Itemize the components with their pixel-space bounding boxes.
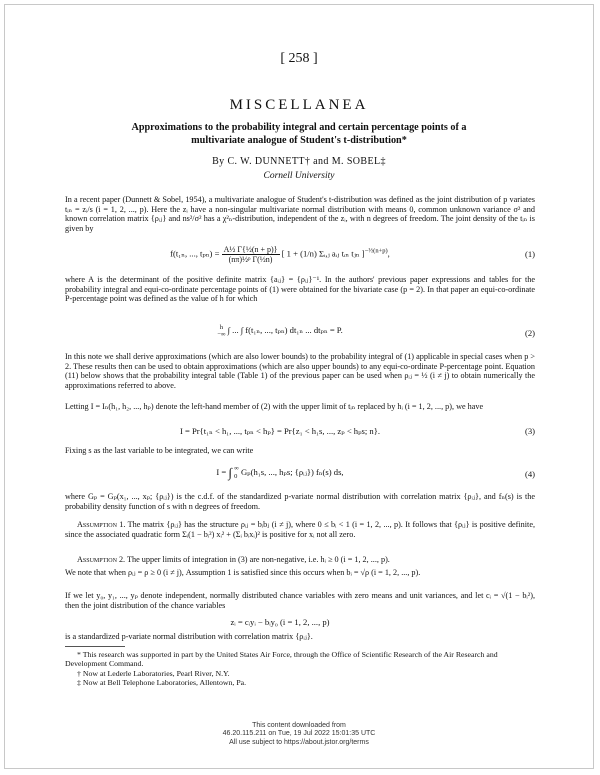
eq1-number: (1) — [524, 249, 535, 259]
equation-3 — [65, 426, 535, 440]
eq3-body: I = Pr{t₁ₙ < h₁, ..., tₚₙ < hₚ} = Pr{z₁ < h₁s, ..., zₚ < hₚs; n}. — [179, 426, 380, 436]
assumption-1-label: Assumption 1. — [77, 520, 126, 529]
footnote-funding: * This research was supported in part by the United States Air Force, through the Office of Scientific Research of the Air Research and Development Command. — [65, 650, 498, 669]
article-title: Approximations to the probability integral and certain percentage points of a multivariate analogue of Student's t-distribution* — [131, 122, 467, 146]
eq5-body: zᵢ = cᵢyᵢ − bᵢy₀ (i = 1, 2, ..., p) — [230, 617, 330, 627]
assumption-2-label: Assumption 2. — [77, 555, 126, 564]
eq2-body: ∫ ... ∫ f(t₁ₙ, ..., tₚₙ) dt₁ₙ ... dtₚₙ = P. — [227, 324, 343, 335]
paragraph-definitions: where A is the determinant of the positive definite matrix {aᵢⱼ} = {ρᵢⱼ}⁻¹. In the authors' previous paper expressions and tables for the probability integral and equi-co-ordinate percentage points of (1) were obtained for the bivariate case (p = 2). In that paper an equi-co-ordinate P-percentage point was defined as the value of h for which — [65, 275, 535, 304]
eq2-upper-limit: h — [219, 324, 223, 331]
eq1-tail: , — [387, 248, 390, 259]
integral-sign: ∫ — [228, 465, 232, 480]
affiliation: Cornell University — [263, 171, 335, 181]
eq1-lhs: f(t₁ₙ, ..., tₚₙ) = — [170, 248, 222, 259]
equation-4 — [65, 461, 535, 489]
paragraph-note: We note that when ρᵢⱼ = ρ ≥ 0 (i ≠ j), Assumption 1 is satisfied since this occurs when bᵢ = √ρ (i = 1, 2, ..., p). — [65, 568, 421, 577]
eq1-denominator: (nπ)½ᵖ Γ(½n) — [228, 255, 273, 264]
eq1-bracket: [ 1 + (1/n) Σᵢ,ⱼ aᵢⱼ tᵢₙ tⱼₙ ] — [281, 248, 365, 259]
equation-2 — [65, 321, 535, 347]
eq3-number: (3) — [524, 426, 535, 436]
assumption-1-text: The matrix {ρᵢⱼ} has the structure ρᵢⱼ = bᵢbⱼ (i ≠ j), where 0 ≤ bᵢ < 1 (i = 1, 2, ..., p). It follows that {ρᵢⱼ} is positive definite, since the associated quadratic form Σᵢ(1 − bᵢ²) xᵢ² + (Σᵢ bᵢxᵢ)² is positive for xᵢ not all zero. — [65, 520, 536, 539]
assumption-2 — [65, 555, 535, 565]
paragraph-if-we-let: If we let y₀, y₁, ..., yₚ denote independent, normally distributed chance variables with zero means and unit variances, and let cᵢ = √(1 − bᵢ²), then the joint distribution of the chance variables — [65, 591, 535, 610]
paragraph-where: where Gₚ = Gₚ(x₁, ..., xₚ; {ρᵢⱼ}) is the c.d.f. of the standardized p-variate normal distribution with correlation matrix {ρᵢⱼ}, and fₙ(s) is the probability density function of s with n degrees of freedom. — [65, 492, 535, 511]
paragraph-intro: In a recent paper (Dunnett & Sobel, 1954), a multivariate analogue of Student's t-distribution was defined as the joint distribution of p variates tᵢₙ = zᵢ/s (i = 1, 2, ..., p). Here the zᵢ have a non-singular multivariate normal distribution with means 0, common unknown variance σ² and known correlation matrix {ρᵢⱼ} and ns²/σ² has a χ²ₙ-distribution, independent of the zᵢ, with n degrees of freedom. The joint density of the tᵢₙ is given by — [65, 195, 535, 233]
paragraph-standardized: is a standardized p-variate normal distribution with correlation matrix {ρᵢⱼ}. — [65, 632, 313, 641]
equation-5 — [65, 617, 535, 629]
download-line-3: All use subject to https://about.jstor.org/terms — [229, 738, 369, 746]
eq4-lower: 0 — [234, 473, 238, 481]
footnotes — [65, 650, 535, 688]
assumption-1 — [65, 520, 535, 539]
download-line-2: 46.20.115.211 on Tue, 19 Jul 2022 15:01:35 UTC — [222, 730, 376, 738]
eq2-number: (2) — [524, 328, 535, 338]
byline: By C. W. DUNNETT† and M. SOBEL‡ — [212, 156, 386, 167]
paragraph-fixing: Fixing s as the last variable to be integrated, we can write — [65, 446, 254, 455]
download-line-1: This content downloaded from — [252, 722, 346, 729]
assumption-2-text: The upper limits of integration in (3) are non-negative, i.e. hᵢ ≥ 0 (i = 1, 2, ..., p). — [127, 555, 390, 564]
eq4-upper: ∞ — [234, 465, 239, 473]
eq4-number: (4) — [524, 469, 535, 479]
footnote-double-dagger: ‡ Now at Bell Telephone Laboratories, Allentown, Pa. — [77, 678, 247, 688]
eq1-power: −½(n+p) — [364, 247, 388, 255]
footnote-rule — [65, 646, 125, 647]
section-heading: MISCELLANEA — [229, 97, 369, 113]
eq1-numerator: A½ Γ{½(n + p)} — [223, 245, 278, 254]
paragraph-approximations: In this note we shall derive approximations (which are also lower bounds) to the probability integral of (1) applicable in special cases when p > 2. These results then can be used to obtain approximations (which are also upper bounds) to any equi-co-ordinate P-percentage point. Equation (11) below shows that the probability integral table (Table 1) of the previous paper can be used when ρᵢⱼ = ½ (i ≠ j) to obtain numerically the approximations referred to above. — [65, 352, 535, 390]
journal-page — [4, 4, 594, 769]
equation-1 — [65, 241, 535, 271]
eq4-body: Gₚ(h₁s, ..., hₚs; {ρᵢⱼ}) fₙ(s) ds, — [240, 467, 344, 477]
paragraph-letting: Letting I = Iₙ(h₁, h₂, ..., hₚ) denote the left-hand member of (2) with the upper limit of tᵢₙ replaced by hᵢ (i = 1, 2, ..., p), we have — [65, 402, 484, 411]
page-number: [ 258 ] — [280, 51, 318, 66]
eq4-lhs: I = — [216, 467, 229, 477]
eq2-lower-limit: −∞ — [217, 331, 226, 338]
download-notice — [5, 722, 593, 747]
footnote-dagger: † Now at Lederle Laboratories, Pearl River, N.Y. — [77, 668, 230, 678]
